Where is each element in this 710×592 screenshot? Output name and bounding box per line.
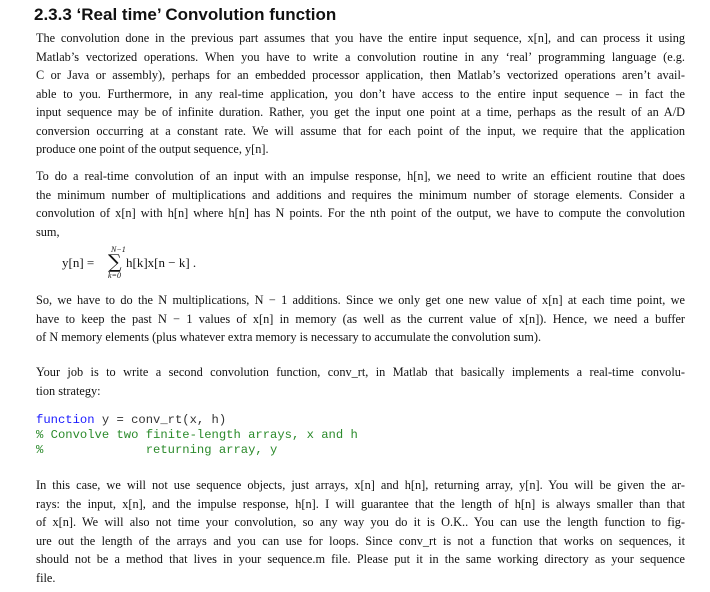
text-line: input sequence may be of infinite duration. Rather, you get the input one point at a time, perhaps as the result of an A/D [36,105,685,119]
equation-lhs: y[n] = [62,255,95,270]
text-line: Your job is to write a second convolution function, conv_rt, in Matlab that basically implements a real-time convolu- [36,365,685,379]
text-line: of x[n]. We will also not time your convolution, so any way you do it is O.K.. You can use the length function to fig- [36,515,685,529]
paragraph-memory [36,291,685,347]
text-line: C or Java or assembly), perhaps for an embedded processor application, then Matlab’s vectorized operations aren’t avail- [36,68,685,82]
paragraph-realtime [36,167,685,241]
text-line: produce one point of the output sequence, y[n]. [36,142,269,156]
text-line: file. [36,570,56,585]
text-line: To do a real-time convolution of an input with an impulse response, h[n], we need to write an efficient routine that does [36,169,685,183]
convolution-equation [62,245,302,282]
text-line: The convolution done in the previous part assumes that you have the entire input sequence, x[n], and can process it using [36,31,685,45]
code-keyword: function [36,413,95,427]
sum-symbol: ∑ [108,251,122,273]
text-line: sum, [36,224,60,239]
equation-rhs: h[k]x[n − k] . [126,255,197,270]
sum-upper-limit: N−1 [111,245,126,254]
code-comment: % Convolve two finite-length arrays, x and h [36,428,358,442]
section-number: 2.3.3 [34,5,72,24]
code-comment: % returning array, y [36,443,278,457]
text-line: rays: the input, x[n], and the impulse response, h[n]. I will guarantee that the length of h[n] is always smaller than that [36,496,685,511]
section-heading [34,4,336,26]
text-line: In this case, we will not use sequence objects, just arrays, x[n] and h[n], returning array, y[n]. You will be given the ar- [36,478,685,492]
sum-lower-limit: k=0 [108,271,121,280]
text-line: of N memory elements (plus whatever extra memory is necessary to accumulate the convolution sum). [36,330,542,344]
paragraph-task [36,363,685,400]
section-title: ‘Real time’ Convolution function [76,5,337,24]
text-line: Matlab’s vectorized operations. When you have to write a convolution routine in any ‘real’ programming language (e.g. [36,49,685,64]
text-line: able to you. Furthermore, in any real-time application, you don’t have access to the entire input sequence – in fact the [36,86,685,101]
code-block [36,413,358,458]
text-line: have to keep the past N − 1 values of x[n] in memory (as well as the current value of x[n]). Hence, we need a buffer [36,311,685,326]
code-signature: y = conv_rt(x, h) [94,413,227,427]
text-line: convolution of x[n] with h[n] where h[n] has N points. For the nth point of the output, we have to compute the convolution [36,206,685,220]
text-line: tion strategy: [36,383,101,398]
text-line: So, we have to do the N multiplications, N − 1 additions. Since we only get one new value of x[n] at each time point, we [36,293,685,307]
text-line: should not be a method that lives in your sequence.m file. Please put it in the same working directory as your sequence [36,552,685,566]
text-line: conversion occurring at a constant rate. We will assume that for each point of the input, we require that the application [36,123,685,138]
paragraph-intro [36,29,685,159]
text-line: the minimum number of multiplications and additions and requires the minimum number of storage elements. Consider a [36,187,685,202]
text-line: ure out the length of the arrays and you can use for loops. Since conv_rt is not a function that works on sequences, it [36,533,685,548]
paragraph-instructions [36,476,685,587]
